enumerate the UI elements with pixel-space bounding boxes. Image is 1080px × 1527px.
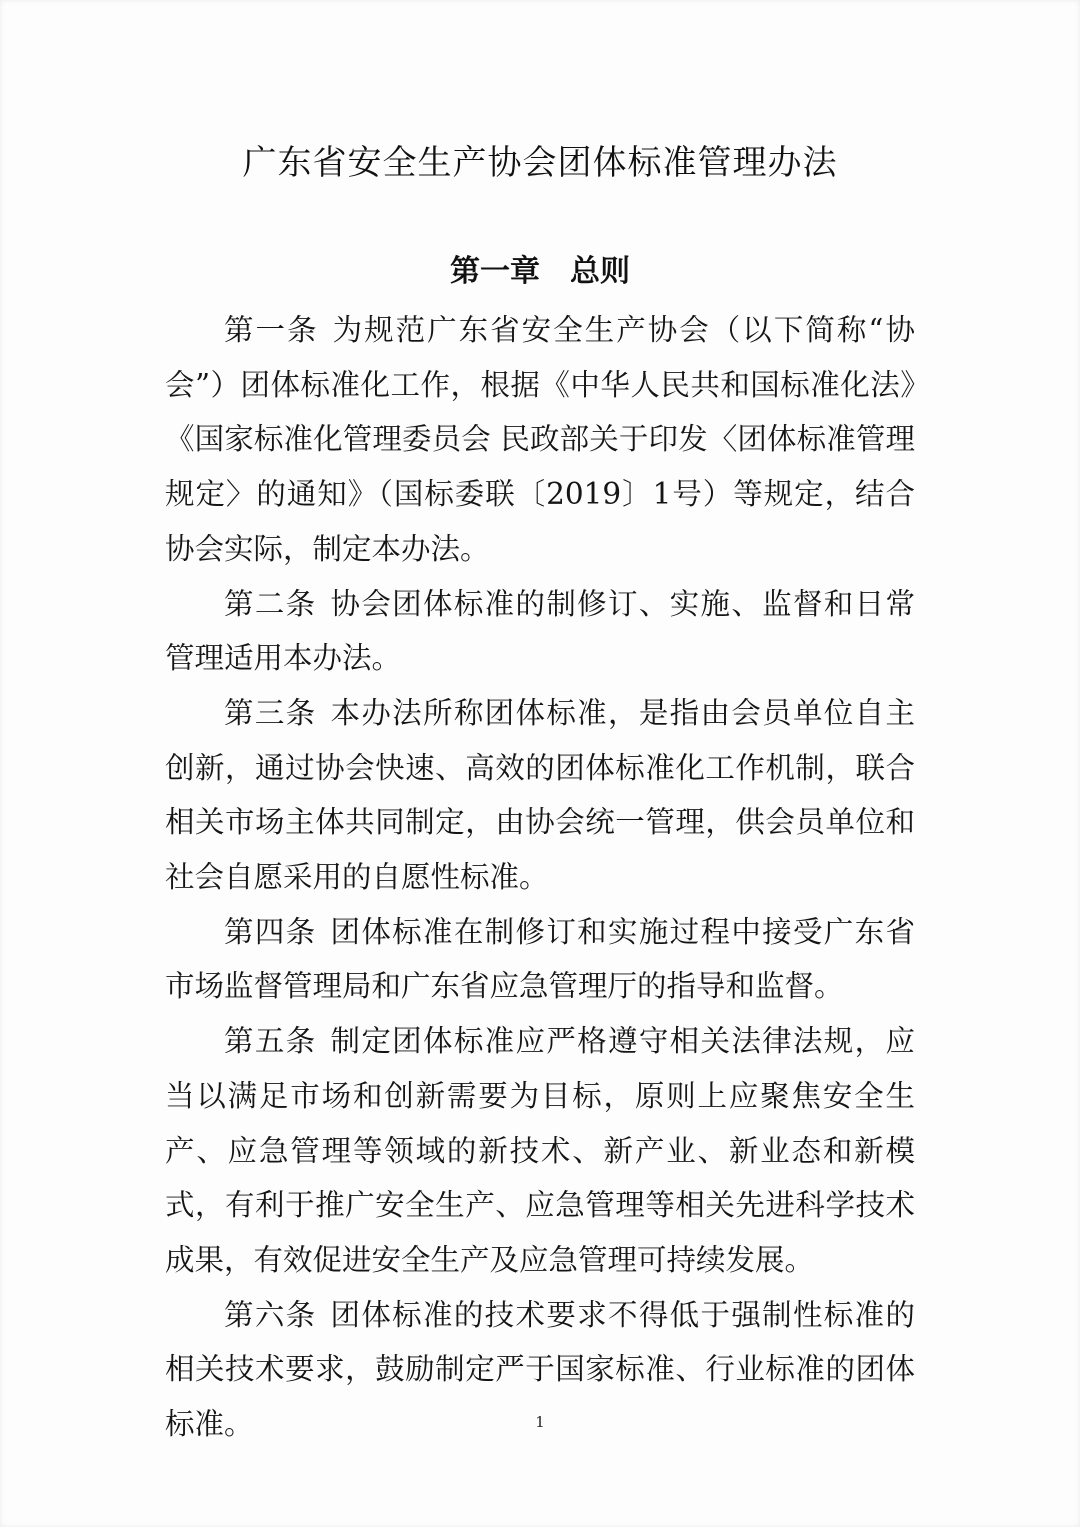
article-4 [165, 905, 915, 1014]
article-3 [165, 686, 915, 905]
chapter-heading: 第一章 总则 [450, 254, 630, 289]
article-5 [165, 1014, 915, 1288]
article-label: 第六条 [224, 1297, 317, 1332]
article-text: 为规范广东省安全生产协会（以下简称“协会”）团体标准化工作，根据《中华人民共和国标准化法》《国家标准化管理委员会 民政部关于印发〈团体标准管理规定〉的通知》（国标委联〔2019〕1号）等规定，结合协会实际，制定本办法。 [165, 313, 915, 566]
document-body [165, 303, 915, 1452]
page-number: 1 [535, 1413, 545, 1431]
document-title: 广东省安全生产协会团体标准管理办法 [242, 143, 838, 183]
article-label: 第一条 [224, 313, 319, 347]
article-text: 协会团体标准的制修订、实施、监督和日常管理适用本办法。 [165, 586, 915, 676]
article-text: 团体标准的技术要求不得低于强制性标准的相关技术要求，鼓励制定严于国家标准、行业标准的团体标准。 [165, 1297, 915, 1442]
article-label: 第二条 [224, 586, 317, 621]
article-text: 本办法所称团体标准，是指由会员单位自主创新，通过协会快速、高效的团体标准化工作机制，联合相关市场主体共同制定，由协会统一管理，供会员单位和社会自愿采用的自愿性标准。 [165, 695, 915, 895]
article-label: 第五条 [224, 1024, 317, 1059]
article-label: 第四条 [224, 914, 317, 949]
article-2 [165, 577, 915, 686]
article-1 [165, 303, 915, 577]
article-text: 团体标准在制修订和实施过程中接受广东省市场监督管理局和广东省应急管理厅的指导和监督。 [165, 914, 915, 1004]
article-text: 制定团体标准应严格遵守相关法律法规，应当以满足市场和创新需要为目标，原则上应聚焦安全生产、应急管理等领域的新技术、新产业、新业态和新模式，有利于推广安全生产、应急管理等相关先进科学技术成果，有效促进安全生产及应急管理可持续发展。 [165, 1024, 915, 1277]
article-label: 第三条 [224, 695, 317, 730]
